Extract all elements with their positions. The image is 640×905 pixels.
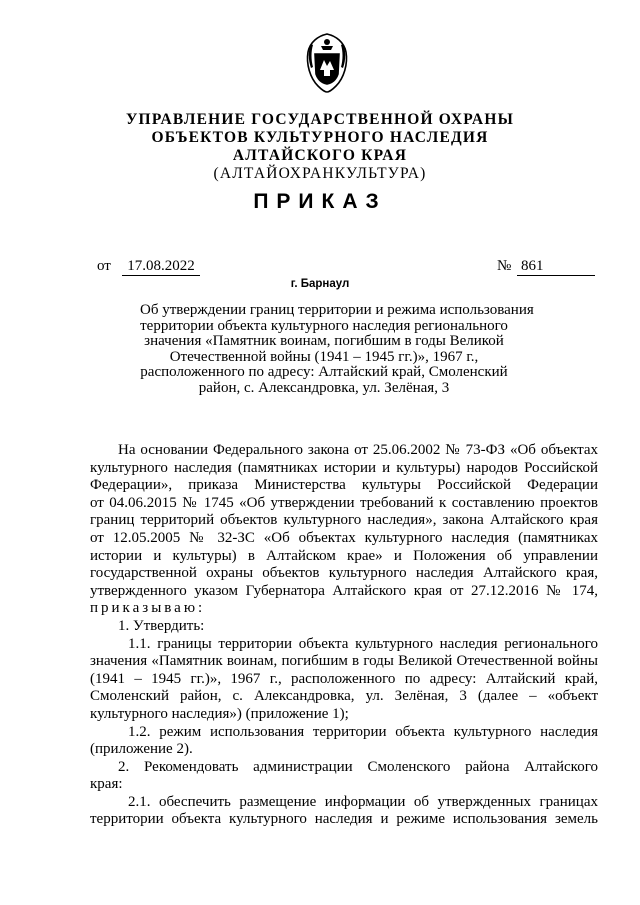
item-1-1-line: Смоленский район, с. Александровка, ул. Зелёная, 3 (далее – «объект <box>90 688 598 705</box>
document-type-title: ПРИКАЗ <box>253 190 387 213</box>
item-1-1-line: культурного наследия») (приложение 1); <box>90 705 349 722</box>
subject-line: район, с. Александровка, ул. Зелёная, 3 <box>198 379 450 396</box>
body-line: государственной охраны объектов культурного наследия Алтайского края, <box>90 565 598 582</box>
item-1-1-line: значения «Памятник воинам, погибшим в годы Великой Отечественной войны <box>90 653 598 670</box>
agency-name-line-2: ОБЪЕКТОВ КУЛЬТУРНОГО НАСЛЕДИЯ <box>151 129 489 146</box>
order-word: приказываю: <box>90 600 206 617</box>
agency-name-line-3: АЛТАЙСКОГО КРАЯ <box>232 147 408 164</box>
body-line: утвержденного указом Губернатора Алтайского края от 27.12.2016 № 174, <box>90 582 598 599</box>
subject-line: Отечественной войны (1941 – 1945 гг.)», 1967 г., <box>169 348 479 365</box>
agency-name-line-1: УПРАВЛЕНИЕ ГОСУДАРСТВЕННОЙ ОХРАНЫ <box>125 111 514 128</box>
altai-krai-coat-of-arms-icon <box>302 30 352 94</box>
agency-short-name: (АЛТАЙОХРАНКУЛЬТУРА) <box>213 165 427 182</box>
body-line: На основании Федерального закона от 25.06.2002 № 73-ФЗ «Об объектах <box>118 442 598 458</box>
document-subject <box>140 302 534 396</box>
number-prefix: № <box>497 258 512 274</box>
body-line: от 12.05.2005 № 32-ЗС «Об объектах культурного наследия (памятниках <box>90 529 598 546</box>
body-line: культурного наследия (памятниках истории и культуры) народов Российской <box>90 459 598 476</box>
item-1-1-line: 1.1. границы территории объекта культурного наследия регионального <box>128 635 598 652</box>
item-1-1-line: (1941 – 1945 гг.)», 1967 г., расположенного по адресу: Алтайский край, <box>90 670 598 687</box>
subject-line: территории объекта культурного наследия регионального <box>140 317 508 334</box>
subject-line: Об утверждении границ территории и режима использования <box>140 302 534 318</box>
item-1: 1. Утвердить: <box>118 617 205 634</box>
item-2-1-line: территории объекта культурного наследия и режиме использования земель <box>90 811 598 828</box>
subject-line: значения «Памятник воинам, погибшим в годы Великой <box>144 333 504 349</box>
document-date: 17.08.2022 <box>122 258 200 276</box>
item-1-2-line: 1.2. режим использования территории объекта культурного наследия <box>128 723 598 740</box>
item-1-2-line: (приложение 2). <box>90 741 193 758</box>
body-line: от 04.06.2015 № 1745 «Об утверждении требований к составлению проектов <box>90 494 598 511</box>
document-number: 861 <box>517 258 595 276</box>
item-2-line: 2. Рекомендовать администрации Смоленского района Алтайского <box>118 758 598 775</box>
body-line: истории и культуры) в Алтайском крае» и Положения об управлении <box>90 547 598 564</box>
item-2-1-line: 2.1. обеспечить размещение информации об утвержденных границах <box>128 793 598 810</box>
date-prefix: от <box>97 258 111 274</box>
document-body <box>90 442 598 829</box>
body-line: границ территорий объектов культурного наследия», закона Алтайского края <box>90 512 598 529</box>
item-2-line: края: <box>90 776 123 793</box>
body-line: Федерации», приказа Министерства культуры Российской Федерации <box>90 477 598 494</box>
document-city: г. Барнаул <box>290 278 350 290</box>
subject-line: расположенного по адресу: Алтайский край, Смоленский <box>140 364 508 380</box>
